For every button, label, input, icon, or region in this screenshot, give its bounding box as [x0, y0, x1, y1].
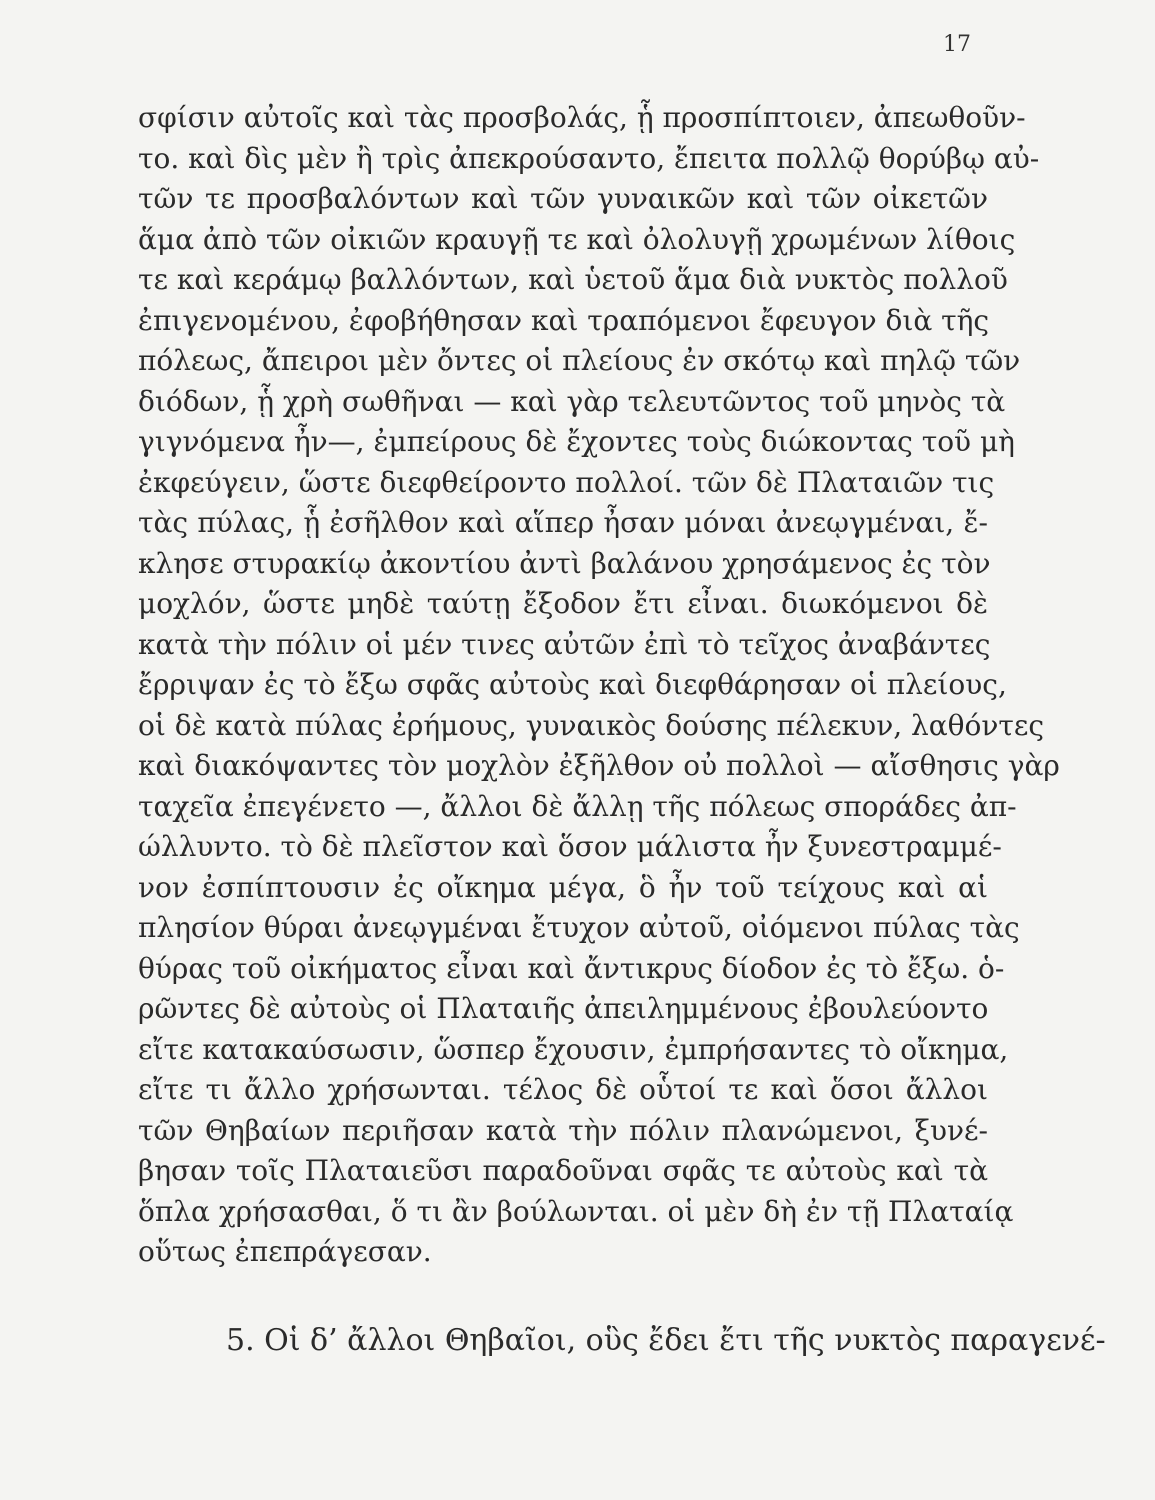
text-line-6: ἐπιγενομένου, ἐφοβήθησαν καὶ τραπόμενοι ἔφευγον διὰ τῆς: [138, 303, 990, 337]
text-line-17: καὶ διακόψαντες τὸν μοχλὸν ἐξῆλθον οὐ πολλοὶ — αἴσθησις γὰρ: [138, 749, 1060, 782]
text-line-21: πλησίον θύραι ἀνεῳγμέναι ἔτυχον αὐτοῦ, οἰόμενοι πύλας τὰς: [138, 911, 1020, 944]
text-line-23: ρῶντες δὲ αὐτοὺς οἱ Πλαταιῆς ἀπειλημμένους ἐβουλεύοντο: [138, 992, 989, 1025]
text-line-20: νον ἐσπίπτουσιν ἐς οἴκημα μέγα, ὃ ἦν τοῦ τείχους καὶ αἱ: [138, 870, 988, 904]
text-line-19: ώλλυντο. τὸ δὲ πλεῖστον καὶ ὅσον μάλιστα ἦν ξυνεστραμμέ-: [138, 830, 1002, 863]
text-line-18: ταχεῖα ἐπεγένετο —, ἄλλοι δὲ ἄλλῃ τῆς πόλεως σποράδες ἀπ-: [138, 789, 1017, 823]
text-line-9: γιγνόμενα ἦν—, ἐμπείρους δὲ ἔχοντες τοὺς διώκοντας τοῦ μὴ: [138, 425, 1015, 458]
text-line-11: τὰς πύλας, ᾗ ἐσῆλθον καὶ αἵπερ ἦσαν μόναι ἀνεῳγμέναι, ἔ-: [138, 506, 988, 539]
text-line-26: τῶν Θηβαίων περιῆσαν κατὰ τὴν πόλιν πλανώμενοι, ξυνέ-: [138, 1113, 988, 1147]
text-line-8: διόδων, ᾗ χρὴ σωθῆναι — καὶ γὰρ τελευτῶντος τοῦ μηνὸς τὰ: [138, 384, 1006, 418]
text-line-25: εἴτε τι ἄλλο χρήσωνται. τέλος δὲ οὗτοί τε καὶ ὅσοι ἄλλοι: [138, 1073, 988, 1106]
main-text: [138, 98, 1106, 1361]
text-line-12: κλησε στυρακίῳ ἀκοντίου ἀντὶ βαλάνου χρησάμενος ἐς τὸν: [138, 546, 991, 580]
text-line-27: βησαν τοῖς Πλαταιεῦσι παραδοῦναι σφᾶς τε αὐτοὺς καὶ τὰ: [138, 1154, 988, 1187]
page-number: 17: [943, 32, 971, 57]
text-line-16: οἱ δὲ κατὰ πύλας ἐρήμους, γυναικὸς δούσης πέλεκυν, λαθόντες: [138, 708, 1045, 742]
text-line-29: οὕτως ἐπεπράγεσαν.: [138, 1235, 432, 1268]
text-line-7: πόλεως, ἄπειροι μὲν ὄντες οἱ πλείους ἐν σκότῳ καὶ πηλῷ τῶν: [138, 344, 1021, 377]
paragraph-gap: [138, 1273, 988, 1321]
text-line-3: τῶν τε προσβαλόντων καὶ τῶν γυναικῶν καὶ τῶν οἰκετῶν: [138, 182, 988, 215]
text-line-28: ὅπλα χρήσασθαι, ὅ τι ἂν βούλωνται. οἱ μὲν δὴ ἐν τῇ Πλαταίᾳ: [138, 1194, 1014, 1228]
text-line-4: ἅμα ἀπὸ τῶν οἰκιῶν κραυγῇ τε καὶ ὀλολυγῇ χρωμένων λίθοις: [138, 222, 1016, 256]
text-line-2: το. καὶ δὶς μὲν ἢ τρὶς ἀπεκρούσαντο, ἔπειτα πολλῷ θορύβῳ αὐ-: [138, 141, 1040, 175]
text-line-5: τε καὶ κεράμῳ βαλλόντων, καὶ ὑετοῦ ἅμα διὰ νυκτὸς πολλοῦ: [138, 263, 1008, 296]
text-line-15: ἔρριψαν ἐς τὸ ἔξω σφᾶς αὐτοὺς καὶ διεφθάρησαν οἱ πλείους,: [138, 668, 1007, 701]
text-line-22: θύρας τοῦ οἰκήματος εἶναι καὶ ἄντικρυς δίοδον ἐς τὸ ἔξω. ὁ-: [138, 951, 1005, 985]
section-5-opening: 5. Οἱ δ’ ἄλλοι Θηβαῖοι, οὓς ἔδει ἔτι τῆς νυκτὸς παραγενέ-: [226, 1322, 1106, 1358]
text-line-13: μοχλόν, ὥστε μηδὲ ταύτῃ ἔξοδον ἔτι εἶναι. διωκόμενοι δὲ: [138, 587, 988, 620]
text-line-1: σφίσιν αὐτοῖς καὶ τὰς προσβολάς, ᾗ προσπίπτοιεν, ἀπεωθοῦν-: [138, 101, 1026, 134]
text-line-24: εἴτε κατακαύσωσιν, ὥσπερ ἔχουσιν, ἐμπρήσαντες τὸ οἴκημα,: [138, 1032, 1009, 1066]
text-line-10: ἐκφεύγειν, ὥστε διεφθείροντο πολλοί. τῶν δὲ Πλαταιῶν τις: [138, 465, 995, 499]
text-line-14: κατὰ τὴν πόλιν οἱ μέν τινες αὐτῶν ἐπὶ τὸ τεῖχος ἀναβάντες: [138, 627, 991, 661]
